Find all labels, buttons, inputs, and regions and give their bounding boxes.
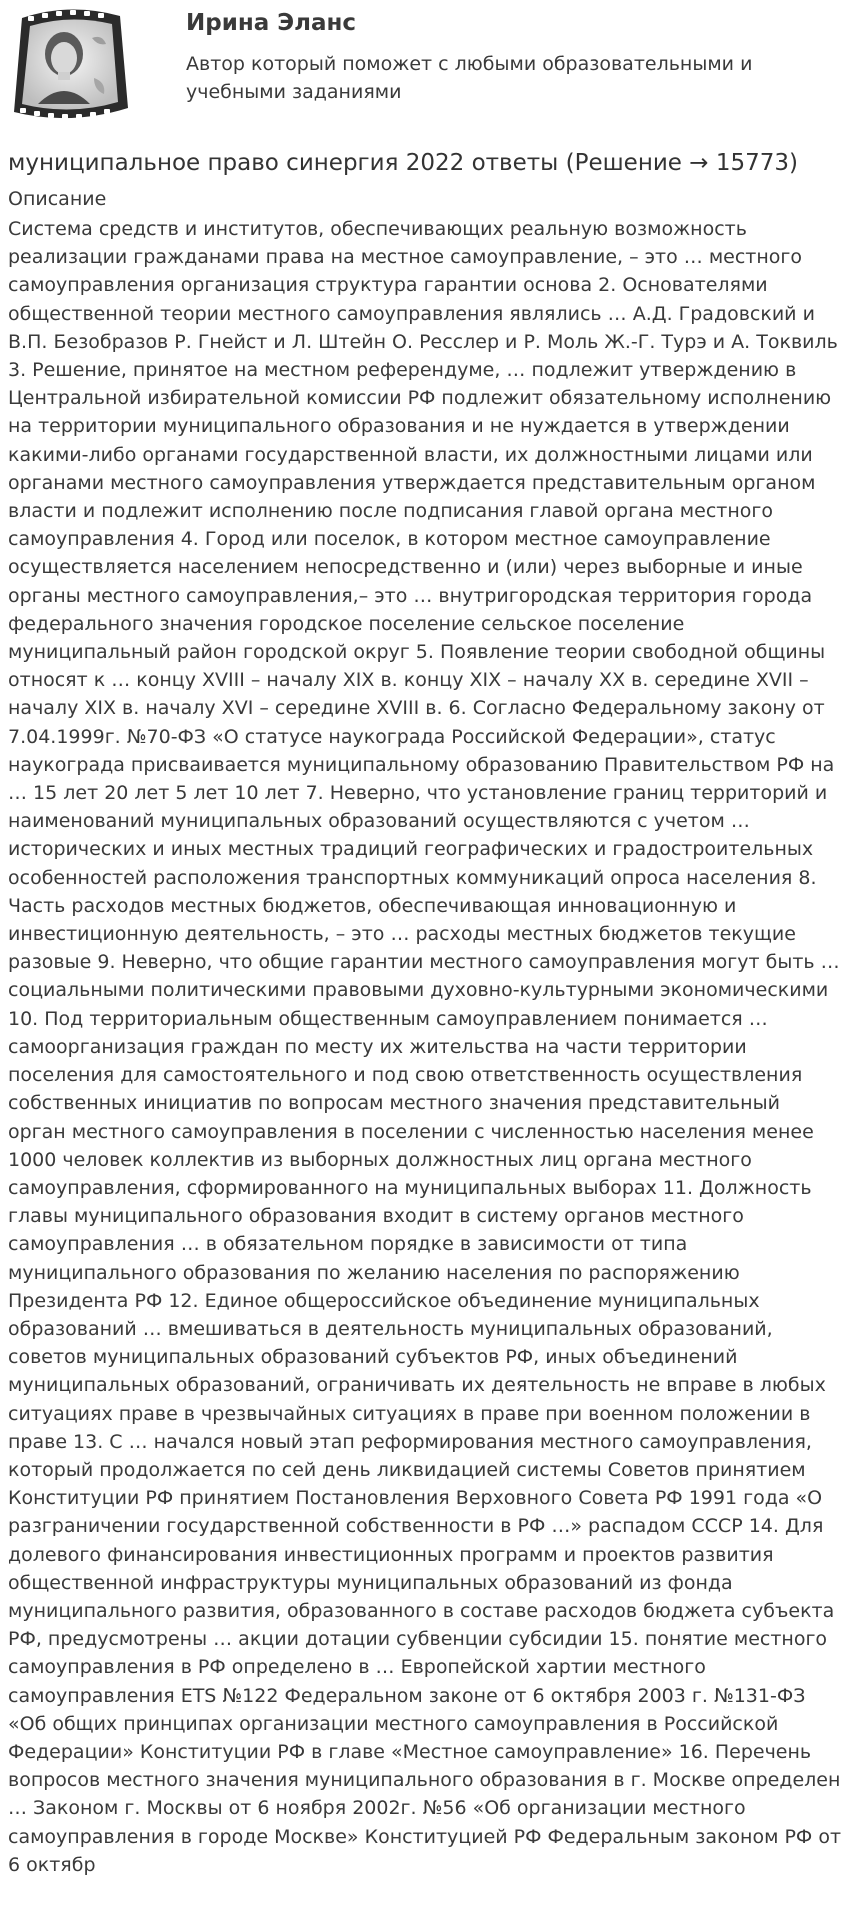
author-avatar (8, 8, 132, 122)
description-text: Система средств и институтов, обеспечивающих реальную возможность реализации гражданами права на местное самоуправление, – это … местного самоуправления организация структура гарантии основа 2. Основателями общественной теории местного самоуправления являлись … А.Д. Градовский и В.П. Безобразов Р. Гнейст и Л. Штейн О. Ресслер и Р. Моль Ж.-Г. Турэ и А. Токвиль 3. Решение, принятое на местном референдуме, … подлежит утверждению в Центральной избирательной комиссии РФ подлежит обязательному исполнению на территории муниципального образования и не нуждается в утверждении какими-либо органами государственной власти, их должностными лицами или органами местного самоуправления утверждается представительным органом власти и подлежит исполнению после подписания главой органа местного самоуправления 4. Город или поселок, в котором местное самоуправление осуществляется населением непосредственно и (или) через выборные и иные органы местного самоуправления,– это … внутригородская территория города федерального значения городское поселение сельское поселение муниципальный район городской округ 5. Появление теории свободной общины относят к … концу XVIII – началу XIX в. концу XIX – началу XX в. середине XVII – началу XIX в. началу XVI – середине XVIII в. 6. Согласно Федеральному закону от 7.04.1999г. №70-ФЗ «О статусе наукограда Российской Федерации», статус наукограда присваивается муниципальному образованию Правительством РФ на … 15 лет 20 лет 5 лет 10 лет 7. Неверно, что установление границ территорий и наименований муниципальных образований осуществляются с учетом … исторических и иных местных традиций географических и градостроительных особенностей расположения транспортных коммуникаций опроса населения 8. Часть расходов местных бюджетов, обеспечивающая инновационную и инвестиционную деятельность, – это … расходы местных бюджетов текущие разовые 9. Неверно, что общие гарантии местного самоуправления могут быть … социальными политическими правовыми духовно-культурными экономическими 10. Под территориальным общественным самоуправлением понимается … самоорганизация граждан по месту их жительства на части территории поселения для самостоятельного и под свою ответственность осуществления собственных инициатив по вопросам местного значения представительный орган местного самоуправления в поселении с численностью населения менее 1000 человек коллектив из выборных должностных лиц органа местного самоуправления, сформированного на муниципальных выборах 11. Должность главы муниципального образования входит в систему органов местного самоуправления … в обязательном порядке в зависимости от типа муниципального образования по желанию населения по распоряжению Президента РФ 12. Единое общероссийское объединение муниципальных образований … вмешиваться в деятельность муниципальных образований, советов муниципальных образований субъектов РФ, иных объединений муниципальных образований, ограничивать их деятельность не вправе в любых ситуациях праве в чрезвычайных ситуациях в праве при военном положении в праве 13. С … начался новый этап реформирования местного самоуправления, который продолжается по сей день ликвидацией системы Советов принятием Конституции РФ принятием Постановления Верховного Совета РФ 1991 года «О разграничении государственной собственности в РФ …» распадом СССР 14. Для долевого финансирования инвестиционных программ и проектов развития общественной инфраструктуры муниципальных образований из фонда муниципального развития, образованного в составе расходов бюджета субъекта РФ, предусмотрены … акции дотации субвенции субсидии 15. понятие местного самоуправления в РФ определено в … Европейской хартии местного самоуправления ETS №122 Федеральном законе от 6 октября 2003 г. №131-ФЗ «Об общих принципах организации местного самоуправления в Российской Федерации» Конституции РФ в главе «Местное самоуправление» 16. Перечень вопросов местного значения муниципального образования в г. Москве определен … Законом г. Москвы от 6 ноября 2002г. №56 «Об организации местного самоуправления в городе Москве» Конституцией РФ Федеральным законом РФ от 6 октябр (8, 218, 842, 1876)
author-photo-icon (8, 8, 132, 122)
author-block (0, 0, 847, 210)
document-title: муниципальное право синергия 2022 ответы (Решение → 15773) (8, 150, 798, 176)
author-name[interactable]: Ирина Эланс (186, 10, 357, 36)
author-description: Автор который поможет с любыми образовательными и учебными заданиями (186, 53, 753, 103)
description-heading: Описание (8, 188, 107, 210)
